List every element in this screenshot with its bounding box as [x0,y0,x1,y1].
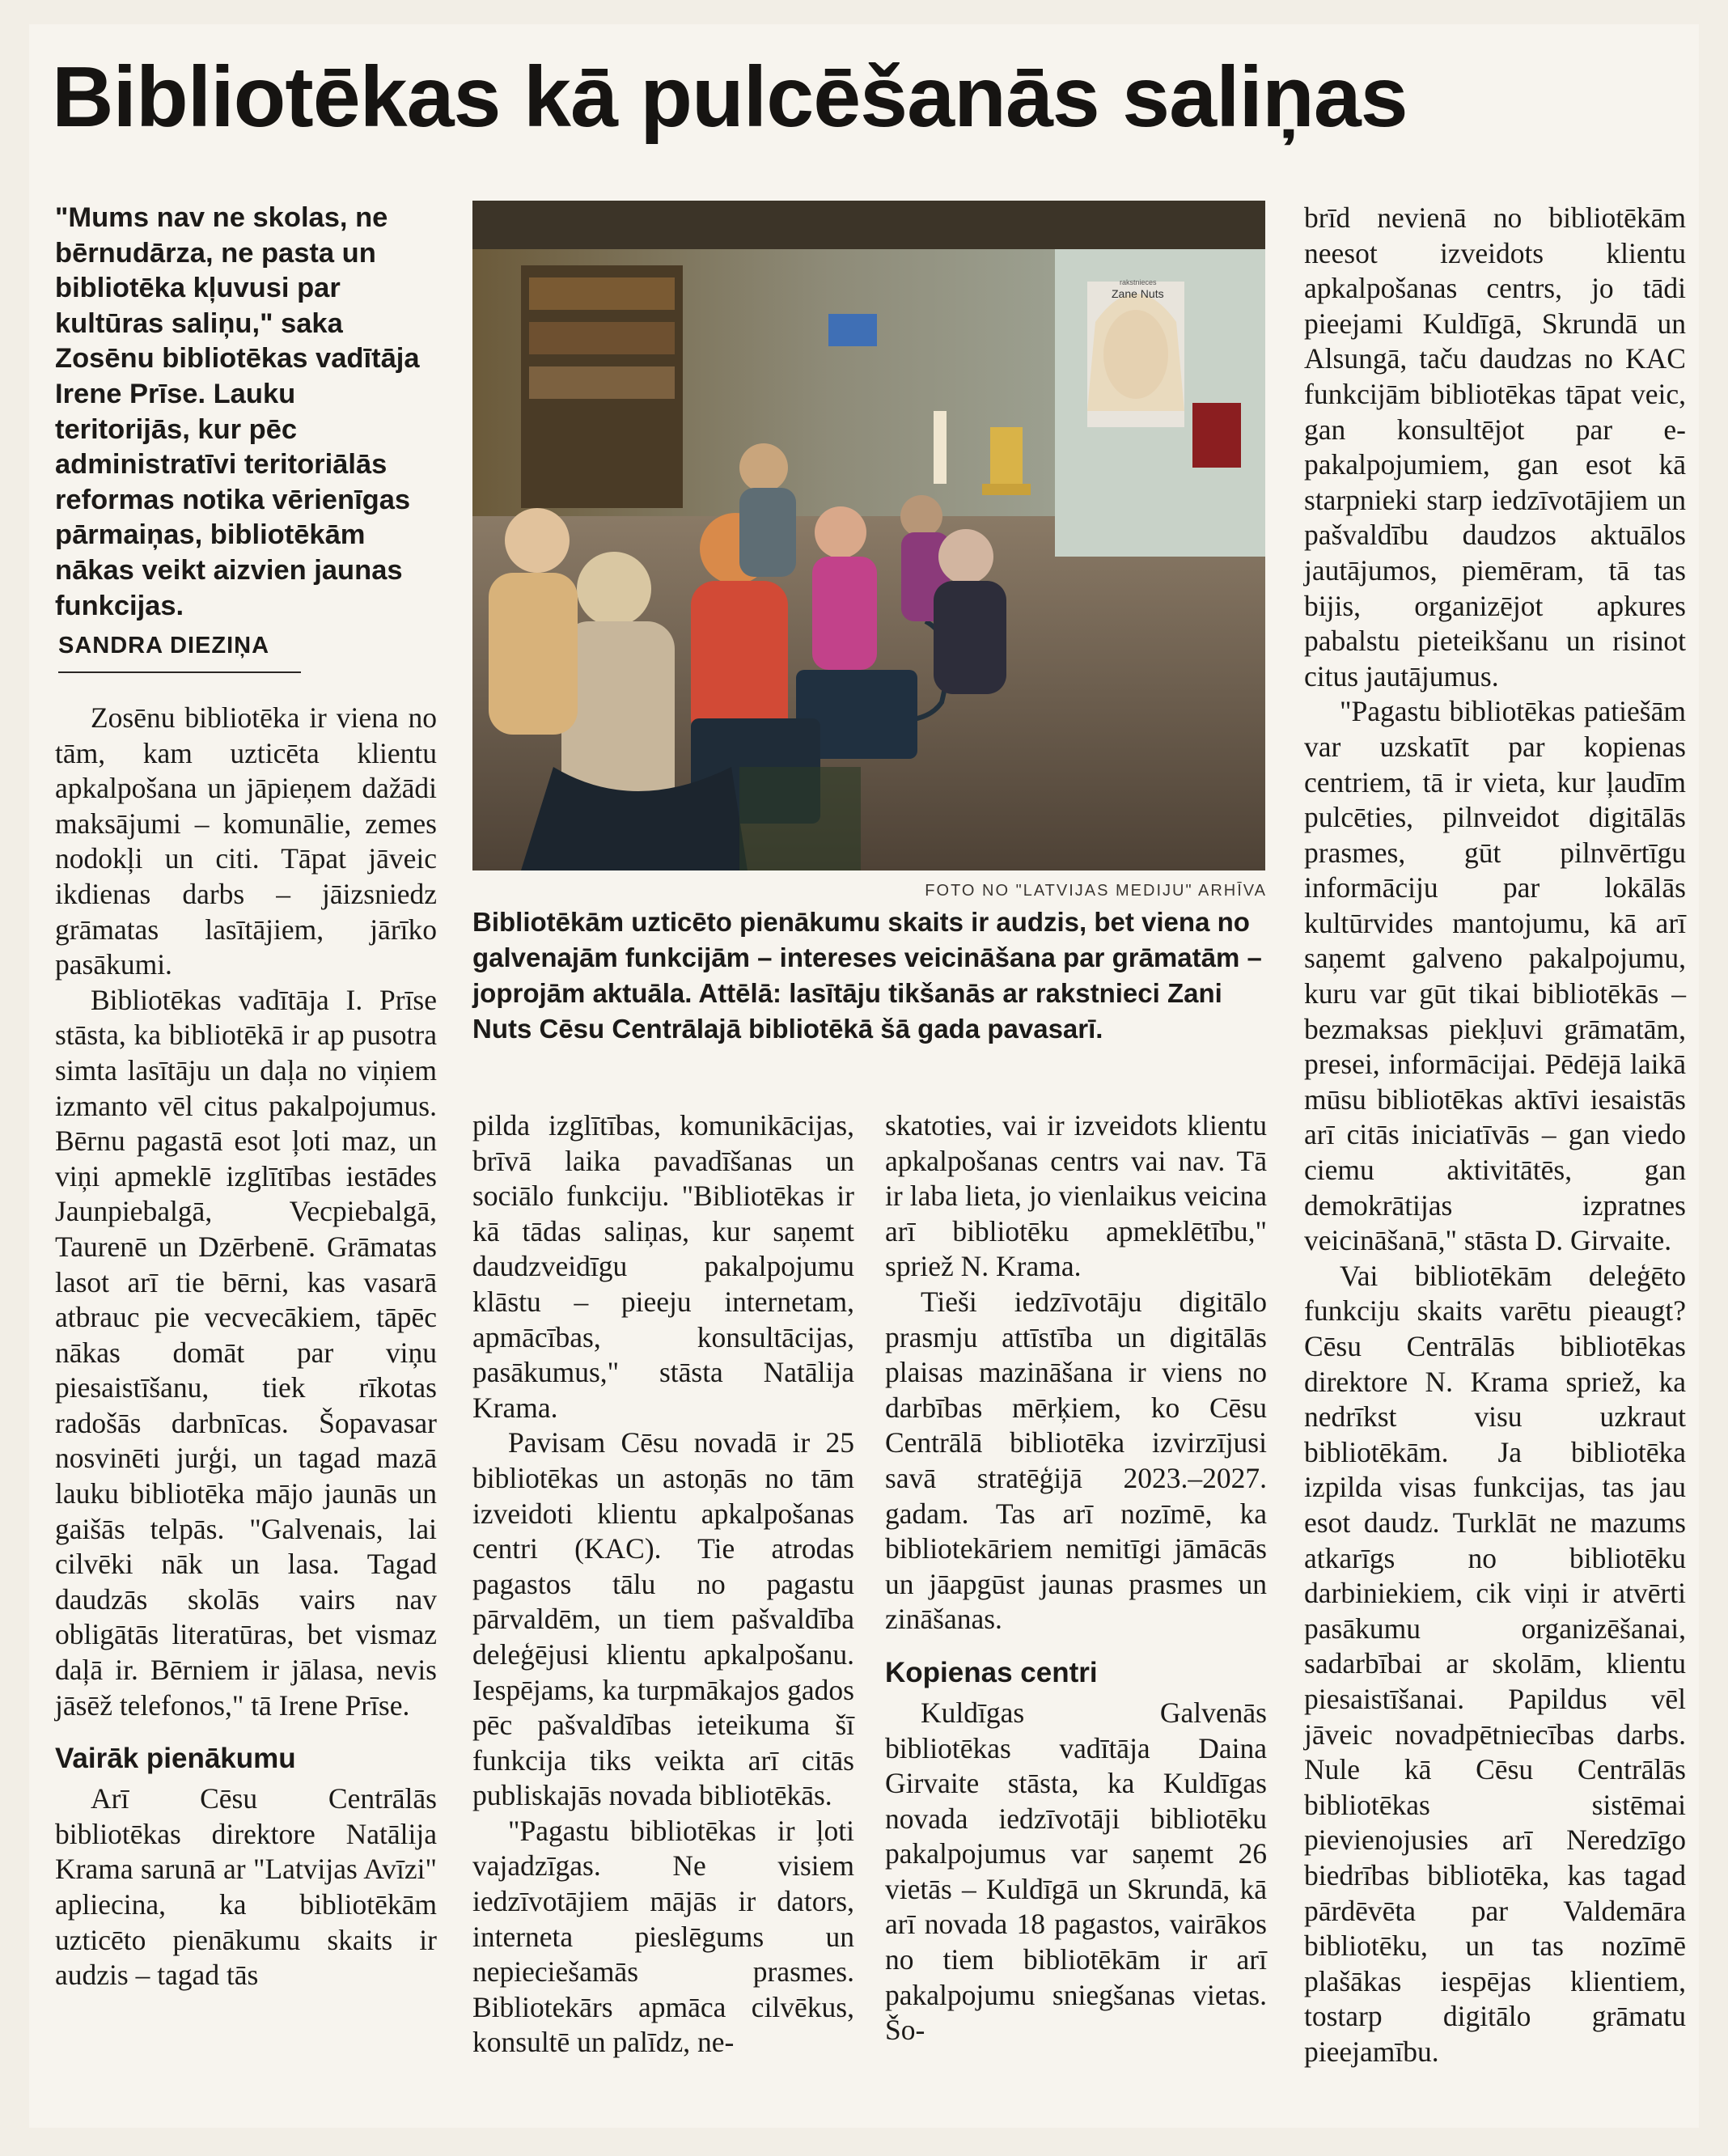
column-1 [55,701,437,1993]
col3-paragraph-3: Kuldīgas Galvenās bibliotēkas vadītāja Daina Girvaite stāsta, ka Kuldīgas novada iedzīvotāji bibliotēku pakalpojumus var saņemt 26 vietās – Kuldīgā un Skrundā, kā arī novada 18 pagastos, vairākos no tiem bibliotēkām ir arī pakalpojumu sniegšanas vietas. Šo- [885,1696,1267,2047]
headline: Bibliotēkas kā pulcēšanās saliņas [52,49,1408,145]
poster-top: rakstnieces [1120,278,1157,286]
col3-paragraph-1: skatoties, vai ir izveidots klientu apkalpošanas centrs vai nav. Tā ir laba lieta, jo vienlaikus veicina arī bibliotēku apmeklētību," spriež N. Krama. [885,1109,1267,1283]
byline-rule [58,671,301,673]
byline: SANDRA DIEZIŅA [58,633,270,659]
col1-subheading: Vairāk pienākumu [55,1743,296,1775]
col4-paragraph-3: Vai bibliotēkām deleģēto funkciju skaits varētu pieaugt? Cēsu Centrālās bibliotēkas direktore N. Krama spriež, ka nedrīkst visu uzkraut bibliotēkām. Ja bibliotēka izpilda visas funkcijas, tas jau esot daudz. Turklāt ne mazums atkarīgs no bibliotēku darbiniekiem, cik viņi ir atvērti pasākumu organizēšanai, sadarbībai ar skolām, klientu piesaistīšanai. Papildus vēl jāveic novadpētniecības darbs. Nule kā Cēsu Centrālās bibliotēkas sistēmai pievienojusies arī Neredzīgo biedrības bibliotēka, kas tagad pārdēvēta par Valdemāra bibliotēku, un tas nozīmē plašākas iespējas klientiem, tostarp digitālo grāmatu pieejamību. [1304,1259,1686,2068]
col2-paragraph-1: pilda izglītības, komunikācijas, brīvā laika pavadīšanas un sociālo funkciju. "Bibliotēkas ir kā tādas saliņas, kur saņemt daudzveidīgu pakalpojumu klāstu – pieeju internetam, apmācības, konsultācijas, pasākumus," stāsta Natālija Krama. [472,1109,854,1424]
column-3 [885,1108,1267,2048]
lead-paragraph: "Mums nav ne skolas, ne bērnudārza, ne pasta un bibliotēka kļuvusi par kultūras saliņu," saka Zosēnu bibliotēkas vadītāja Irene Prīse. Lauku teritorijās, kur pēc administratīvi teritoriālās reformas notika vērienīgas pārmaiņas, bibliotēkām nākas veikt aizvien jaunas funkcijas. [55,202,420,621]
column-4 [1304,201,1686,2069]
photo-caption: Bibliotēkām uzticēto pienākumu skaits ir audzis, bet viena no galvenajām funkcijām – intereses veicināšana par grāmatām – joprojām aktuāla. Attēlā: lasītāju tikšanās ar rakstnieci Zani Nuts Cēsu Centrālajā bibliotēkā šā gada pavasarī. [472,907,1262,1044]
col1-paragraph-3: Arī Cēsu Centrālās bibliotēkas direktore Natālija Krama sarunā ar "Latvijas Avīzi" apliecina, ka bibliotēkām uzticēto pienākumu skaits ir audzis – tagad tās [55,1782,437,1992]
col2-paragraph-3: "Pagastu bibliotēkas ir ļoti vajadzīgas. Ne visiem iedzīvotājiem mājās ir dators, interneta pieslēgums un nepieciešamās prasmes. Bibliotekārs apmāca cilvēkus, konsultē un palīdz, ne- [472,1814,854,2059]
library-meeting-photo [472,201,1265,870]
col3-subheading: Kopienas centri [885,1656,1098,1688]
col3-paragraph-2: Tieši iedzīvotāju digitālo prasmju attīstība un digitālās plaisas mazināšana ir viens no darbības mērķiem, ko Cēsu Centrālā bibliotēka izvirzījusi savā stratēģijā 2023.–2027. gadam. Tas arī nozīmē, ka bibliotekāriem nemitīgi jāmācās un jāapgūst jaunas prasmes un zināšanas. [885,1285,1267,1636]
col2-paragraph-2: Pavisam Cēsu novadā ir 25 bibliotēkas un astoņās no tām izveidoti klientu apkalpošanas centri (KAC). Tie atrodas pagastos tālu no pagastu pārvaldēm, un tiem pašvaldība deleģējusi klientu apkalpošanu. Iespējams, ka turpmākajos gados pēc pašvaldības ieteikuma šī funkcija tiks veikta arī citās publiskajās novada bibliotēkās. [472,1426,854,1812]
article-photo [472,201,1265,870]
col1-paragraph-2: Bibliotēkas vadītāja I. Prīse stāsta, ka bibliotēkā ir ap pusotra simta lasītāju un daļa no viņiem izmanto vēl citus pakalpojumus. Bērnu pagastā esot ļoti maz, un viņi apmeklē izglītības iestādes Jaunpiebalgā, Vecpiebalgā, Taurenē un Dzērbenē. Grāmatas lasot arī tie bērni, kas vasarā atbrauc pie vecvecākiem, tāpēc nākas domāt par viņu piesaistīšanu, tiek rīkotas radošās darbnīcas. Šopavasar nosvinēti jurģi, un tagad mazā lauku bibliotēka mājo jaunās un gaišās telpās. "Galvenais, lai cilvēki nāk un lasa. Tagad daudzās skolās vairs nav obligātās literatūras, bet vismaz daļā ir. Bērniem ir jālasa, nevis jāsēž telefonos," tā Irene Prīse. [55,983,437,1722]
col1-paragraph-1: Zosēnu bibliotēka ir viena no tām, kam uzticēta klientu apkalpošana un jāpieņem dažādi maksājumi – komunālie, zemes nodokļi un citi. Tāpat jāveic ikdienas darbs – jāizsniedz grāmatas lasītājiem, jārīko pasākumi. [55,701,437,981]
photo-credit: FOTO NO "LATVIJAS MEDIJU" ARHĪVA [925,882,1267,900]
col4-paragraph-1: brīd nevienā no bibliotēkām neesot izveidots klientu apkalpošanas centrs, jo tādi pieejami Kuldīgā, Skrundā un Alsungā, taču daudzas no KAC funkcijām bibliotēkas tāpat veic, gan konsultējot par e-pakalpojumiem, gan esot kā starpnieki starp iedzīvotājiem un pašvaldību daudzos aktuālos jautājumos, piemēram, tā tas bijis, organizējot apkures pabalstu pieteikšanu un risinot citus jautājumus. [1304,201,1686,693]
column-2 [472,1108,854,2061]
poster-author: Zane Nuts [1112,287,1164,300]
col4-paragraph-2: "Pagastu bibliotēkas patiešām var uzskatīt par kopienas centriem, tā ir vieta, kur ļaudīm pulcēties, pilnveidot digitālās prasmes, gūt pilnvērtīgu informāciju par lokālās kultūrvides mantojumu, kā arī saņemt galveno pakalpojumu, kuru var gūt tikai bibliotēkās – bezmaksas piekļuvi grāmatām, presei, informācijai. Pēdējā laikā mūsu bibliotēkas aktīvi iesaistās arī citās iniciatīvās – gan viedo ciemu aktivitātēs, gan demokrātijas izpratnes veicināšanā," stāsta D. Girvaite. [1304,695,1686,1257]
